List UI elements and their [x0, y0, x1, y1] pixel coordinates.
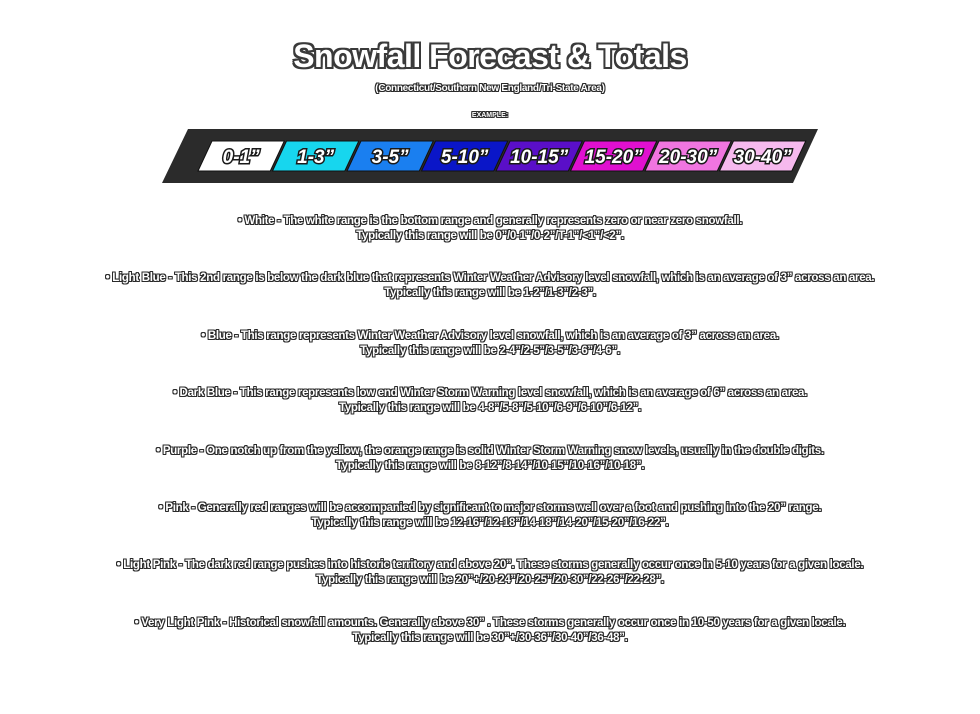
- range-description: [0, 329, 980, 359]
- scale-segment-label: 20-30”: [659, 147, 718, 168]
- range-description-text: • Light Pink - The dark red range pushes into historic territory and above 20”. These storms generally occur once in 5-10 years for a given locale.: [116, 559, 864, 572]
- range-typical-values: Typically this range will be 4-8”/5-8”/5-10”/6-9”/6-10”/6-12”.: [338, 402, 642, 415]
- range-description: [0, 616, 980, 646]
- scale-segment-label: 5-10”: [440, 147, 489, 168]
- range-description: [0, 386, 980, 416]
- range-description: [0, 214, 980, 244]
- page-subtitle: (Connecticut/Southern New England/Tri-State Area): [375, 83, 605, 94]
- scale-segment-label: 10-15”: [510, 147, 569, 168]
- range-typical-values: Typically this range will be 20”+/20-24”/20-25”/20-30”/22-26”/22-28”.: [316, 574, 664, 587]
- range-description-text: • Very Light Pink - Historical snowfall amounts. Generally above 30” . These storms generally occur once in 10-50 years for a given locale.: [134, 616, 846, 629]
- range-typical-values: Typically this range will be 8-12”/8-14”/10-15”/10-16”/10-18”.: [335, 459, 645, 472]
- range-typical-values: Typically this range will be 12-16”/12-18”/14-18”/14-20”/15-20”/16-22”.: [311, 517, 669, 529]
- range-typical-values: Typically this range will be 2-4”/2-5”/3-5”/3-6”/4-6”.: [360, 344, 620, 357]
- range-description-text: • Pink - Generally red ranges will be accompanied by significant to major storms well over a foot and pushing into the 20” range.: [158, 502, 822, 514]
- range-description: [0, 558, 980, 588]
- snowfall-color-scale: [0, 0, 980, 200]
- range-description: [0, 444, 980, 474]
- range-description: [0, 501, 980, 531]
- range-description-text: • Light Blue - This 2nd range is below the dark blue that represents Winter Weather Advisory level snowfall, which is an average of 3” across an area.: [105, 272, 875, 285]
- range-description-text: • White - The white range is the bottom range and generally represents zero or near zero snowfall.: [237, 215, 743, 227]
- range-typical-values: Typically this range will be 30”+/30-36”/30-40”/36-48”.: [352, 631, 628, 644]
- page-title: Snowfall Forecast & Totals: [293, 38, 687, 74]
- scale-segment-label: 15-20”: [584, 147, 643, 168]
- example-label: EXAMPLE:: [471, 112, 509, 119]
- range-description-text: • Dark Blue - This range represents low end Winter Storm Warning level snowfall, which is an average of 6” across an area.: [172, 387, 808, 400]
- range-typical-values: Typically this range will be 0”/0-1”/0-2”/T-1”/<1”/<2”.: [356, 230, 624, 242]
- range-description-text: • Blue - This range represents Winter Weather Advisory level snowfall, which is an average of 3” across an area.: [201, 329, 779, 342]
- scale-segment-label: 1-3”: [297, 147, 335, 168]
- range-description: [0, 271, 980, 301]
- scale-segment-label: 0-1”: [222, 147, 260, 168]
- range-typical-values: Typically this range will be 1-2”/1-3”/2-3”.: [384, 287, 596, 300]
- range-description-text: • Purple - One notch up from the yellow, the orange range is solid Winter Storm Warning snow levels, usually in the double digits.: [156, 444, 824, 457]
- scale-segment-label: 30-40”: [733, 147, 792, 168]
- scale-segment-label: 3-5”: [371, 147, 409, 168]
